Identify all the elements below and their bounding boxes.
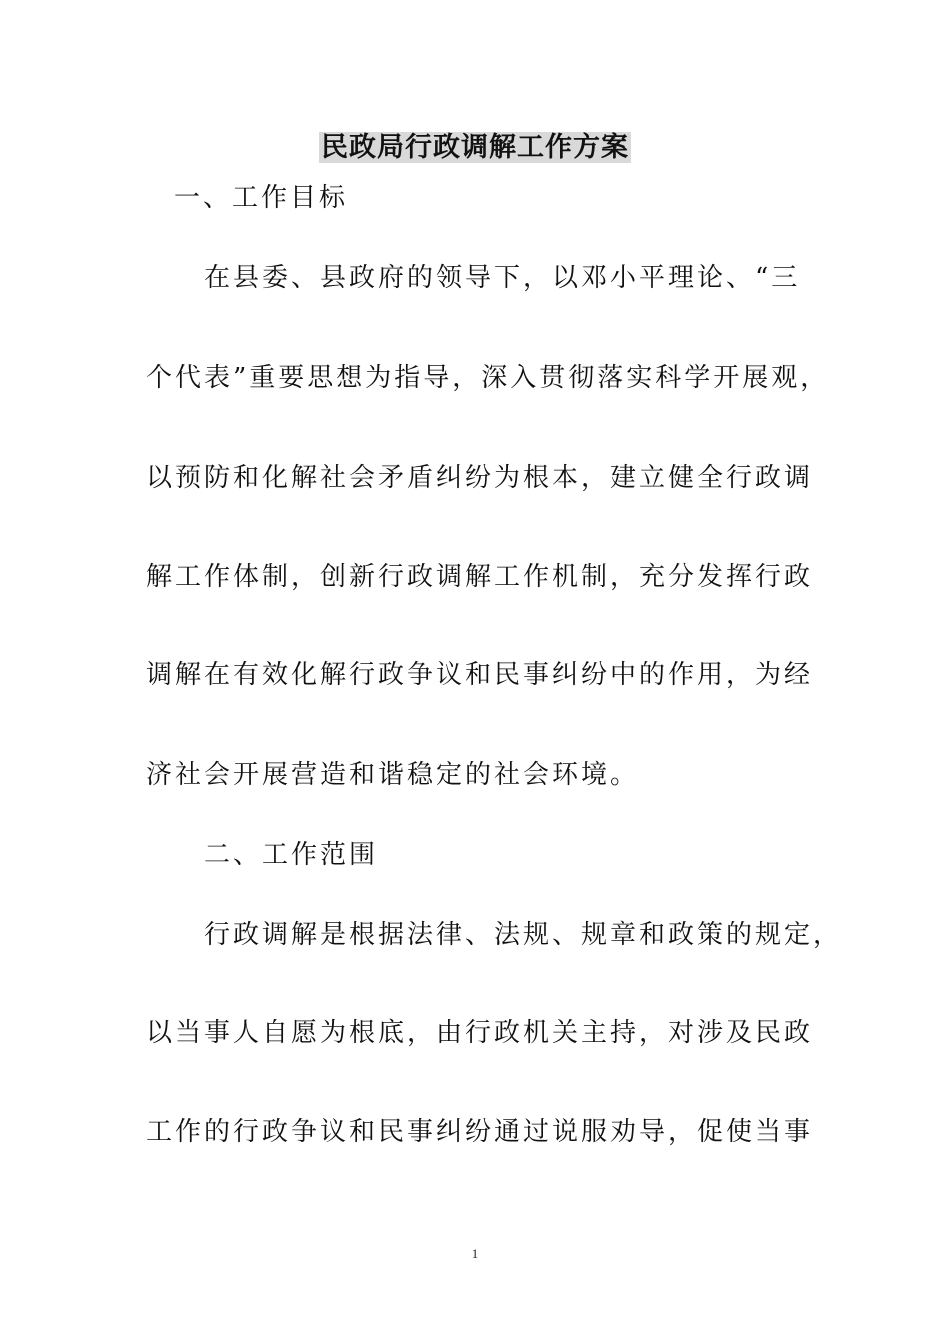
page-number: 1 (471, 1246, 479, 1261)
paragraph-line: 工作的行政争议和民事纠纷通过说服劝导，促使当事 (146, 1117, 814, 1147)
paragraph-line: 解工作体制，创新行政调解工作机制，充分发挥行政 (146, 562, 814, 592)
paragraph-line: 调解在有效化解行政争议和民事纠纷中的作用，为经 (146, 660, 814, 690)
document-title (0, 128, 950, 168)
paragraph-line: 行政调解是根据法律、法规、规章和政策的规定， (204, 920, 843, 950)
paragraph-line: 济社会开展营造和谐稳定的社会环境。 (146, 760, 640, 790)
paragraph-line: 以预防和化解社会矛盾纠纷为根本，建立健全行政调 (146, 463, 814, 493)
paragraph-line: 在县委、县政府的领导下，以邓小平理论、“三 (204, 263, 801, 293)
paragraph-line: 以当事人自愿为根底，由行政机关主持，对涉及民政 (146, 1018, 814, 1048)
section-heading-scope: 二、工作范围 (204, 840, 379, 870)
section-heading-goals: 一、工作目标 (174, 183, 349, 213)
paragraph-line: 个代表”重要思想为指导，深入贯彻落实科学开展观， (146, 363, 830, 393)
document-title-text: 民政局行政调解工作方案 (321, 132, 629, 163)
